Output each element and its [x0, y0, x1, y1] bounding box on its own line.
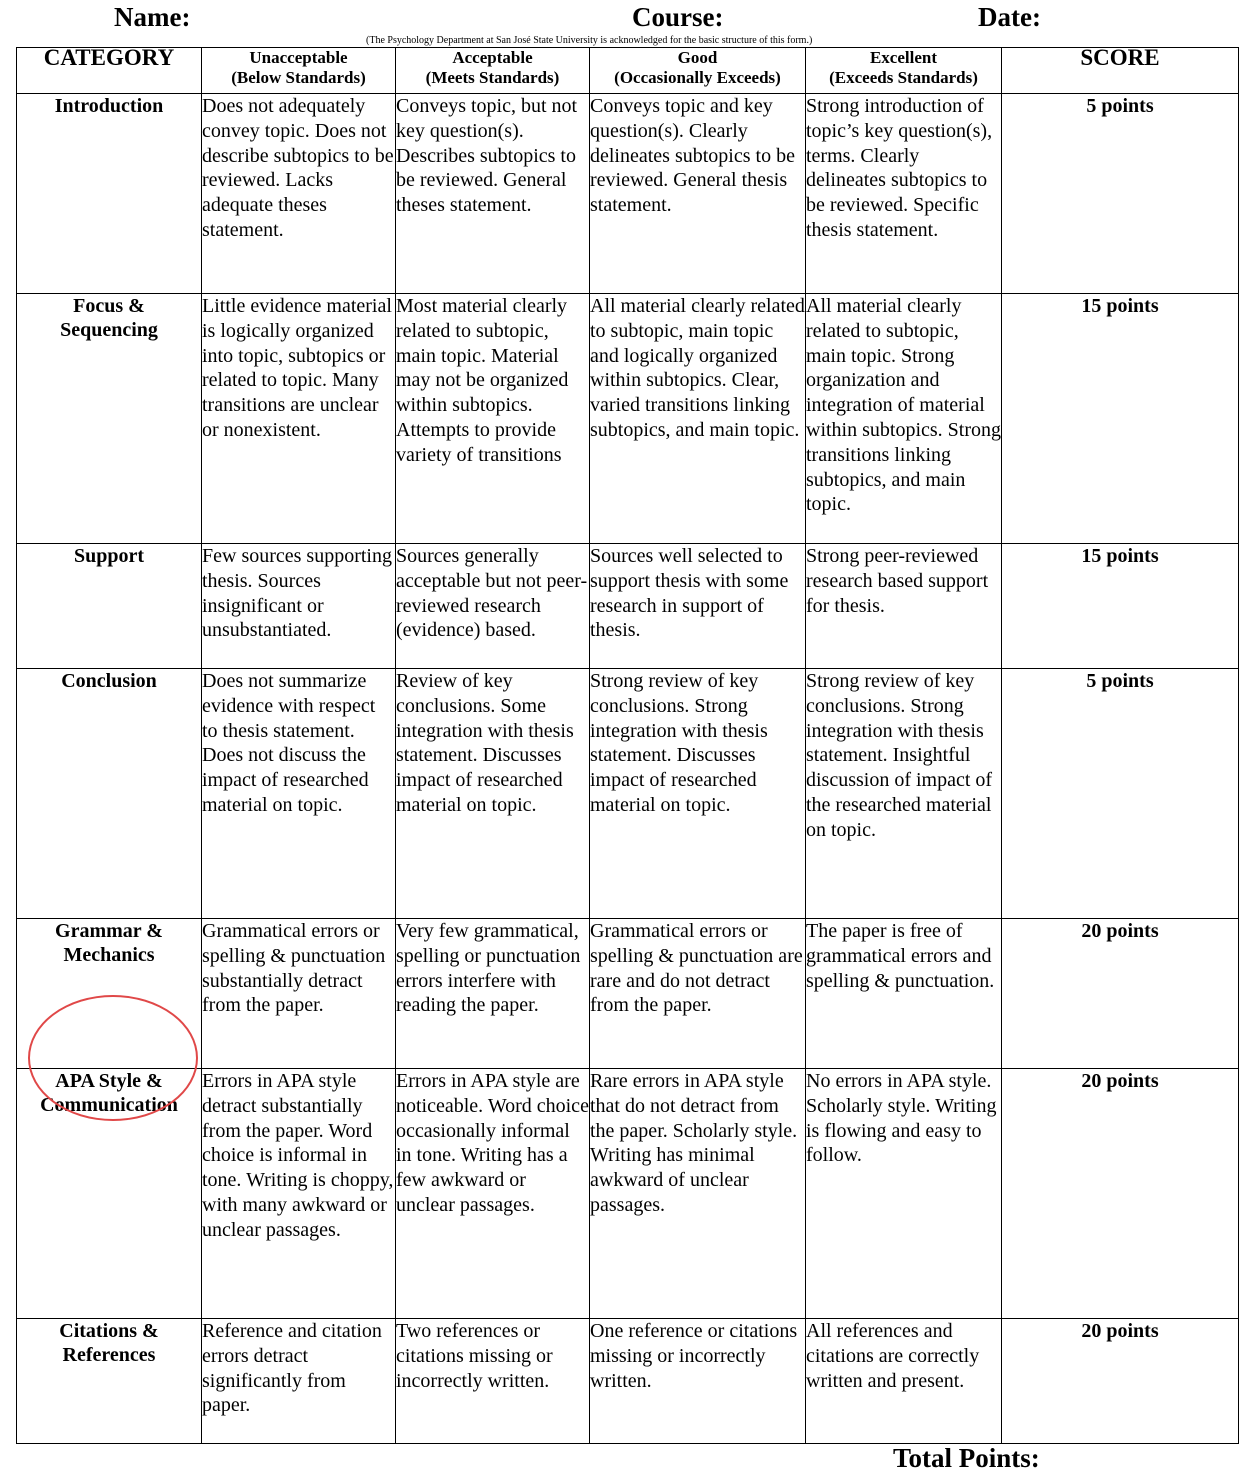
excellent-cell: Strong review of key conclusions. Strong integration with thesis statement. Insightful discussion of impact of the researched material on topic.: [806, 669, 1002, 919]
good-cell: Sources well selected to support thesis with some research in support of thesis.: [590, 544, 806, 669]
table-row: [17, 669, 1239, 919]
category-label: APA Style &: [55, 1070, 163, 1092]
score-cell: 5 points: [1002, 669, 1239, 919]
unacceptable-cell: Few sources supporting thesis. Sources insignificant or unsubstantiated.: [202, 544, 396, 669]
category-cell: [17, 1069, 202, 1319]
category-cell: [17, 669, 202, 919]
category-label: Communication: [40, 1094, 178, 1116]
category-label: Support: [73, 545, 145, 567]
header-row: [17, 48, 1239, 94]
good-cell: Grammatical errors or spelling & punctuation are rare and do not detract from the paper.: [590, 919, 806, 1069]
good-cell: Conveys topic and key question(s). Clearly delineates subtopics to be reviewed. General thesis statement.: [590, 94, 806, 294]
course-label: Course:: [632, 2, 724, 32]
excellent-header: [806, 48, 1002, 94]
category-label: Mechanics: [63, 944, 155, 966]
unacceptable-cell: Little evidence material is logically organized into topic, subtopics or related to topic. Many transitions are unclear or nonexistent.: [202, 294, 396, 544]
acknowledgement-note: (The Psychology Department at San José State University is acknowledged for the basic structure of this form.): [366, 35, 813, 46]
table-row: [17, 919, 1239, 1069]
score-header: SCORE: [1002, 48, 1239, 94]
category-cell: [17, 94, 202, 294]
acceptable-cell: Errors in APA style are noticeable. Word choice occasionally informal in tone. Writing has a few awkward or unclear passages.: [396, 1069, 590, 1319]
unacceptable-header: [202, 48, 396, 94]
name-label: Name:: [114, 2, 191, 32]
date-label: Date:: [978, 2, 1041, 32]
acceptable-title: Acceptable: [452, 48, 533, 67]
table-row: [17, 1319, 1239, 1444]
acceptable-cell: Sources generally acceptable but not peer-reviewed research (evidence) based.: [396, 544, 590, 669]
highlight-circle: [28, 995, 198, 1121]
unacceptable-cell: Reference and citation errors detract significantly from paper.: [202, 1319, 396, 1444]
good-cell: All material clearly related to subtopic, main topic and logically organized within subtopics. Clear, varied transitions linking subtopics, and main topic.: [590, 294, 806, 544]
unacceptable-subtitle: (Below Standards): [231, 68, 366, 87]
rubric-table: [16, 47, 1239, 1444]
good-cell: Strong review of key conclusions. Strong integration with thesis statement. Discusses impact of researched material on topic.: [590, 669, 806, 919]
category-label: Grammar &: [55, 920, 163, 942]
unacceptable-cell: Errors in APA style detract substantially from the paper. Word choice is informal in tone. Writing is choppy, with many awkward or unclear passages.: [202, 1069, 396, 1319]
table-row: [17, 1069, 1239, 1319]
acceptable-cell: Two references or citations missing or incorrectly written.: [396, 1319, 590, 1444]
acceptable-cell: Conveys topic, but not key question(s). Describes subtopics to be reviewed. General theses statement.: [396, 94, 590, 294]
unacceptable-cell: Does not summarize evidence with respect to thesis statement. Does not discuss the impact of researched material on topic.: [202, 669, 396, 919]
excellent-cell: All references and citations are correctly written and present.: [806, 1319, 1002, 1444]
category-label: Focus &: [73, 295, 145, 317]
acceptable-cell: Review of key conclusions. Some integration with thesis statement. Discusses impact of researched material on topic.: [396, 669, 590, 919]
excellent-cell: Strong peer-reviewed research based support for thesis.: [806, 544, 1002, 669]
good-cell: One reference or citations missing or incorrectly written.: [590, 1319, 806, 1444]
table-row: [17, 544, 1239, 669]
good-header: [590, 48, 806, 94]
acceptable-header: [396, 48, 590, 94]
category-label: Conclusion: [61, 670, 157, 692]
score-cell: 15 points: [1002, 294, 1239, 544]
score-cell: 5 points: [1002, 94, 1239, 294]
good-subtitle: (Occasionally Exceeds): [614, 68, 781, 87]
total-points-label: Total Points:: [893, 1443, 1040, 1473]
score-cell: 15 points: [1002, 544, 1239, 669]
category-label: References: [62, 1344, 156, 1366]
unacceptable-title: Unacceptable: [249, 48, 348, 67]
category-header: CATEGORY: [17, 48, 202, 94]
table-row: [17, 294, 1239, 544]
category-label: Sequencing: [60, 319, 158, 341]
score-cell: 20 points: [1002, 919, 1239, 1069]
category-cell: [17, 544, 202, 669]
category-label: Citations &: [59, 1320, 159, 1342]
unacceptable-cell: Does not adequately convey topic. Does not describe subtopics to be reviewed. Lacks adequate theses statement.: [202, 94, 396, 294]
acceptable-cell: Very few grammatical, spelling or punctuation errors interfere with reading the paper.: [396, 919, 590, 1069]
score-cell: 20 points: [1002, 1069, 1239, 1319]
category-cell: [17, 1319, 202, 1444]
excellent-cell: No errors in APA style. Scholarly style. Writing is flowing and easy to follow.: [806, 1069, 1002, 1319]
category-cell: [17, 294, 202, 544]
excellent-cell: All material clearly related to subtopic, main topic. Strong organization and integration of material within subtopics. Strong transitions linking subtopics, and main topic.: [806, 294, 1002, 544]
excellent-cell: The paper is free of grammatical errors and spelling & punctuation.: [806, 919, 1002, 1069]
good-cell: Rare errors in APA style that do not detract from the paper. Scholarly style. Writing has minimal awkward of unclear passages.: [590, 1069, 806, 1319]
acceptable-cell: Most material clearly related to subtopic, main topic. Material may not be organized within subtopics. Attempts to provide variety of transitions: [396, 294, 590, 544]
excellent-title: Excellent: [869, 48, 938, 67]
unacceptable-cell: Grammatical errors or spelling & punctuation substantially detract from the paper.: [202, 919, 396, 1069]
category-label: Introduction: [54, 95, 164, 117]
acceptable-subtitle: (Meets Standards): [425, 68, 560, 87]
good-title: Good: [677, 48, 718, 67]
excellent-cell: Strong introduction of topic’s key question(s), terms. Clearly delineates subtopics to be reviewed. Specific thesis statement.: [806, 94, 1002, 294]
score-cell: 20 points: [1002, 1319, 1239, 1444]
table-row: [17, 94, 1239, 294]
highlighted-category: [40, 1069, 178, 1117]
excellent-subtitle: (Exceeds Standards): [829, 68, 978, 87]
